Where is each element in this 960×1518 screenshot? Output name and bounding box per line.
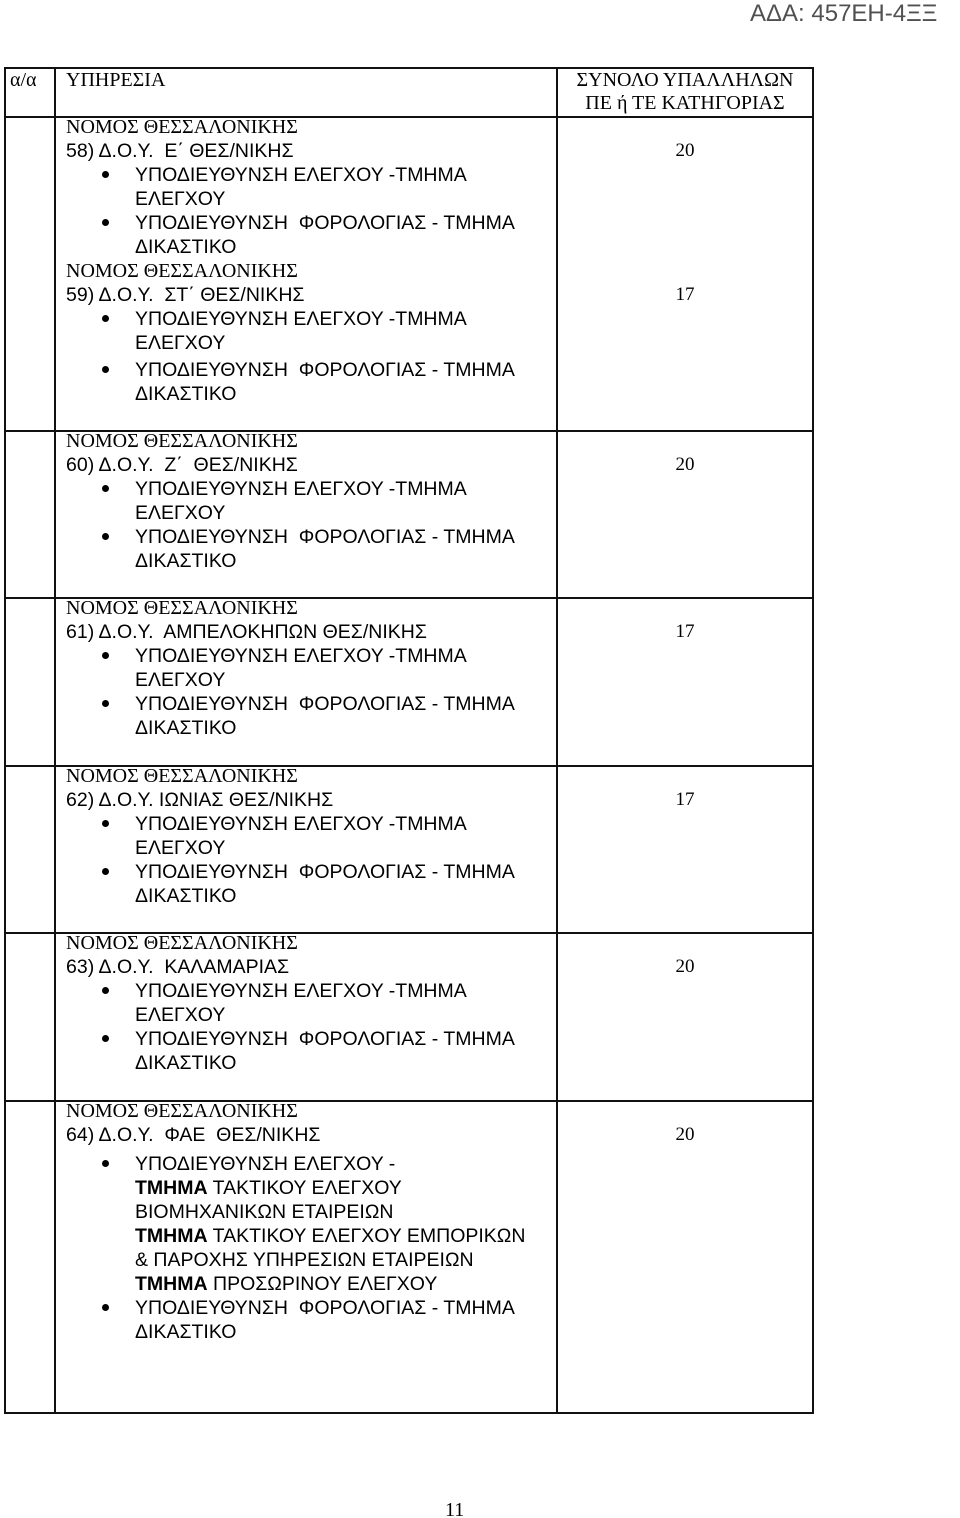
- unit-line: ΔΙΚΑΣΤΙΚΟ: [135, 885, 237, 907]
- unit-line: ΔΙΚΑΣΤΙΚΟ: [135, 1052, 237, 1074]
- staff-table: [4, 67, 814, 1414]
- bullet-icon: [102, 1304, 109, 1311]
- service-entry: [66, 764, 556, 908]
- unit-item: [66, 979, 556, 1027]
- unit-item: [66, 525, 556, 573]
- unit-line: ΕΛΕΓΧΟΥ: [135, 188, 226, 210]
- unit-item: [66, 644, 556, 692]
- total-cell: [558, 767, 812, 932]
- unit-line: ΥΠΟΔΙΕΥΘΥΝΣΗ ΕΛΕΓΧΟΥ -ΤΜΗΜΑ: [135, 308, 467, 330]
- table-row: [6, 1102, 812, 1412]
- unit-item: [66, 477, 556, 525]
- staff-total: 17: [675, 284, 695, 305]
- header-cell-aa: [6, 69, 56, 116]
- prefecture-label: ΝΟΜΟΣ ΘΕΣΣΑΛΟΝΙΚΗΣ: [66, 260, 298, 282]
- prefecture-label: ΝΟΜΟΣ ΘΕΣΣΑΛΟΝΙΚΗΣ: [66, 932, 298, 954]
- table-row: [6, 599, 812, 767]
- unit-line: ΥΠΟΔΙΕΥΘΥΝΣΗ ΕΛΕΓΧΟΥ -ΤΜΗΜΑ: [135, 164, 467, 186]
- tax-office-name: 62) Δ.Ο.Υ. ΙΩΝΙΑΣ ΘΕΣ/ΝΙΚΗΣ: [66, 789, 334, 811]
- department-name: ΠΡΟΣΩΡΙΝΟΥ ΕΛΕΓΧΟΥ: [213, 1273, 438, 1295]
- bullet-icon: [102, 700, 109, 707]
- department-line: [135, 1272, 556, 1296]
- aa-cell: [6, 118, 56, 430]
- page-number: 11: [445, 1499, 465, 1518]
- unit-line: ΕΛΕΓΧΟΥ: [135, 1004, 226, 1026]
- unit-line: ΔΙΚΑΣΤΙΚΟ: [135, 717, 237, 739]
- unit-line: ΥΠΟΔΙΕΥΘΥΝΣΗ ΦΟΡΟΛΟΓΙΑΣ - ΤΜΗΜΑ: [135, 1297, 515, 1319]
- service-cell: [56, 118, 558, 430]
- department-line: & ΠΑΡΟΧΗΣ ΥΠΗΡΕΣΙΩΝ ΕΤΑΙΡΕΙΩΝ: [135, 1249, 474, 1271]
- service-entry: [66, 115, 556, 259]
- unit-item: [66, 1296, 556, 1344]
- department-line: [135, 1176, 556, 1200]
- total-cell: [558, 432, 812, 597]
- department-label: ΤΜΗΜΑ: [135, 1225, 208, 1247]
- service-cell: [56, 1102, 558, 1412]
- table-row: [6, 934, 812, 1102]
- bullet-icon: [102, 219, 109, 226]
- unit-item: [66, 163, 556, 211]
- unit-line: ΔΙΚΑΣΤΙΚΟ: [135, 383, 237, 405]
- unit-item: [66, 358, 556, 406]
- table-header-row: [6, 69, 812, 118]
- unit-item: [66, 211, 556, 259]
- unit-line: ΥΠΟΔΙΕΥΘΥΝΣΗ ΕΛΕΓΧΟΥ -ΤΜΗΜΑ: [135, 645, 467, 667]
- header-cell-service: [56, 69, 558, 116]
- staff-total: 17: [675, 789, 695, 810]
- unit-item: [66, 307, 556, 355]
- unit-line: ΕΛΕΓΧΟΥ: [135, 837, 226, 859]
- bullet-icon: [102, 171, 109, 178]
- service-cell: [56, 599, 558, 765]
- total-cell: [558, 934, 812, 1100]
- bullet-icon: [102, 366, 109, 373]
- tax-office-name: 61) Δ.Ο.Υ. ΑΜΠΕΛΟΚΗΠΩΝ ΘΕΣ/ΝΙΚΗΣ: [66, 621, 427, 643]
- bullet-icon: [102, 820, 109, 827]
- header-aa: α/α: [10, 69, 37, 91]
- service-cell: [56, 432, 558, 597]
- prefecture-label: ΝΟΜΟΣ ΘΕΣΣΑΛΟΝΙΚΗΣ: [66, 1100, 298, 1122]
- bullet-icon: [102, 315, 109, 322]
- tax-office-name: 64) Δ.Ο.Υ. ΦΑΕ ΘΕΣ/ΝΙΚΗΣ: [66, 1124, 321, 1146]
- table-row: [6, 118, 812, 432]
- aa-cell: [6, 432, 56, 597]
- bullet-icon: [102, 1160, 109, 1167]
- bullet-icon: [102, 533, 109, 540]
- department-label: ΤΜΗΜΑ: [135, 1177, 208, 1199]
- staff-total: 20: [675, 1124, 695, 1145]
- unit-line: ΥΠΟΔΙΕΥΘΥΝΣΗ ΦΟΡΟΛΟΓΙΑΣ - ΤΜΗΜΑ: [135, 212, 515, 234]
- total-cell: [558, 1102, 812, 1412]
- department-label: ΤΜΗΜΑ: [135, 1273, 208, 1295]
- aa-cell: [6, 934, 56, 1100]
- unit-line: ΥΠΟΔΙΕΥΘΥΝΣΗ ΕΛΕΓΧΟΥ -ΤΜΗΜΑ: [135, 478, 467, 500]
- header-total-line2: ΠΕ ή ΤΕ ΚΑΤΗΓΟΡΙΑΣ: [585, 92, 785, 114]
- tax-office-name: 59) Δ.Ο.Υ. ΣΤ΄ ΘΕΣ/ΝΙΚΗΣ: [66, 284, 305, 306]
- unit-line: ΔΙΚΑΣΤΙΚΟ: [135, 236, 237, 258]
- prefecture-label: ΝΟΜΟΣ ΘΕΣΣΑΛΟΝΙΚΗΣ: [66, 116, 298, 138]
- department-name: ΤΑΚΤΙΚΟΥ ΕΛΕΓΧΟΥ: [212, 1177, 402, 1199]
- header-total-line1: ΣΥΝΟΛΟ ΥΠΑΛΛΗΛΩΝ: [576, 69, 794, 91]
- bullet-icon: [102, 1035, 109, 1042]
- unit-heading: ΥΠΟΔΙΕΥΘΥΝΣΗ ΕΛΕΓΧΟΥ -: [135, 1153, 396, 1175]
- department-line: ΒΙΟΜΗΧΑΝΙΚΩΝ ΕΤΑΙΡΕΙΩΝ: [135, 1201, 394, 1223]
- total-cell: [558, 599, 812, 765]
- department-line: [135, 1224, 556, 1248]
- unit-item: [66, 1027, 556, 1075]
- table-row: [6, 767, 812, 934]
- unit-line: ΥΠΟΔΙΕΥΘΥΝΣΗ ΦΟΡΟΛΟΓΙΑΣ - ΤΜΗΜΑ: [135, 1028, 515, 1050]
- bullet-icon: [102, 987, 109, 994]
- staff-total: 20: [675, 140, 695, 161]
- service-cell: [56, 767, 558, 932]
- staff-total: 20: [675, 956, 695, 977]
- unit-line: ΔΙΚΑΣΤΙΚΟ: [135, 550, 237, 572]
- unit-line: ΥΠΟΔΙΕΥΘΥΝΣΗ ΦΟΡΟΛΟΓΙΑΣ - ΤΜΗΜΑ: [135, 526, 515, 548]
- aa-cell: [6, 599, 56, 765]
- unit-line: ΕΛΕΓΧΟΥ: [135, 332, 226, 354]
- staff-total: 20: [675, 454, 695, 475]
- unit-item: [66, 860, 556, 908]
- prefecture-label: ΝΟΜΟΣ ΘΕΣΣΑΛΟΝΙΚΗΣ: [66, 430, 298, 452]
- tax-office-name: 63) Δ.Ο.Υ. ΚΑΛΑΜΑΡΙΑΣ: [66, 956, 290, 978]
- tax-office-name: 60) Δ.Ο.Υ. Ζ΄ ΘΕΣ/ΝΙΚΗΣ: [66, 454, 298, 476]
- unit-line: ΥΠΟΔΙΕΥΘΥΝΣΗ ΕΛΕΓΧΟΥ -ΤΜΗΜΑ: [135, 980, 467, 1002]
- service-entry: [66, 931, 556, 1075]
- unit-line: ΕΛΕΓΧΟΥ: [135, 669, 226, 691]
- unit-line: ΕΛΕΓΧΟΥ: [135, 502, 226, 524]
- document-code: ΑΔΑ: 457ΕΗ-4ΞΞ: [750, 0, 938, 27]
- service-entry: [66, 1099, 556, 1344]
- department-name: ΤΑΚΤΙΚΟΥ ΕΛΕΓΧΟΥ ΕΜΠΟΡΙΚΩΝ: [212, 1225, 526, 1247]
- service-entry: [66, 259, 556, 406]
- service-cell: [56, 934, 558, 1100]
- aa-cell: [6, 767, 56, 932]
- prefecture-label: ΝΟΜΟΣ ΘΕΣΣΑΛΟΝΙΚΗΣ: [66, 765, 298, 787]
- staff-total: 17: [675, 621, 695, 642]
- unit-line: ΥΠΟΔΙΕΥΘΥΝΣΗ ΕΛΕΓΧΟΥ -ΤΜΗΜΑ: [135, 813, 467, 835]
- total-cell: [558, 118, 812, 430]
- unit-line: ΥΠΟΔΙΕΥΘΥΝΣΗ ΦΟΡΟΛΟΓΙΑΣ - ΤΜΗΜΑ: [135, 861, 515, 883]
- unit-line: ΔΙΚΑΣΤΙΚΟ: [135, 1321, 237, 1343]
- bullet-icon: [102, 652, 109, 659]
- bullet-icon: [102, 485, 109, 492]
- unit-line: ΥΠΟΔΙΕΥΘΥΝΣΗ ΦΟΡΟΛΟΓΙΑΣ - ΤΜΗΜΑ: [135, 359, 515, 381]
- unit-item: [66, 812, 556, 860]
- header-cell-total: [558, 69, 812, 116]
- service-entry: [66, 429, 556, 573]
- unit-item: [66, 692, 556, 740]
- service-entry: [66, 596, 556, 740]
- aa-cell: [6, 1102, 56, 1412]
- table-row: [6, 432, 812, 599]
- bullet-icon: [102, 868, 109, 875]
- unit-item: [66, 1152, 556, 1296]
- prefecture-label: ΝΟΜΟΣ ΘΕΣΣΑΛΟΝΙΚΗΣ: [66, 597, 298, 619]
- tax-office-name: 58) Δ.Ο.Υ. Ε΄ ΘΕΣ/ΝΙΚΗΣ: [66, 140, 294, 162]
- unit-line: ΥΠΟΔΙΕΥΘΥΝΣΗ ΦΟΡΟΛΟΓΙΑΣ - ΤΜΗΜΑ: [135, 693, 515, 715]
- header-service: ΥΠΗΡΕΣΙΑ: [66, 69, 166, 91]
